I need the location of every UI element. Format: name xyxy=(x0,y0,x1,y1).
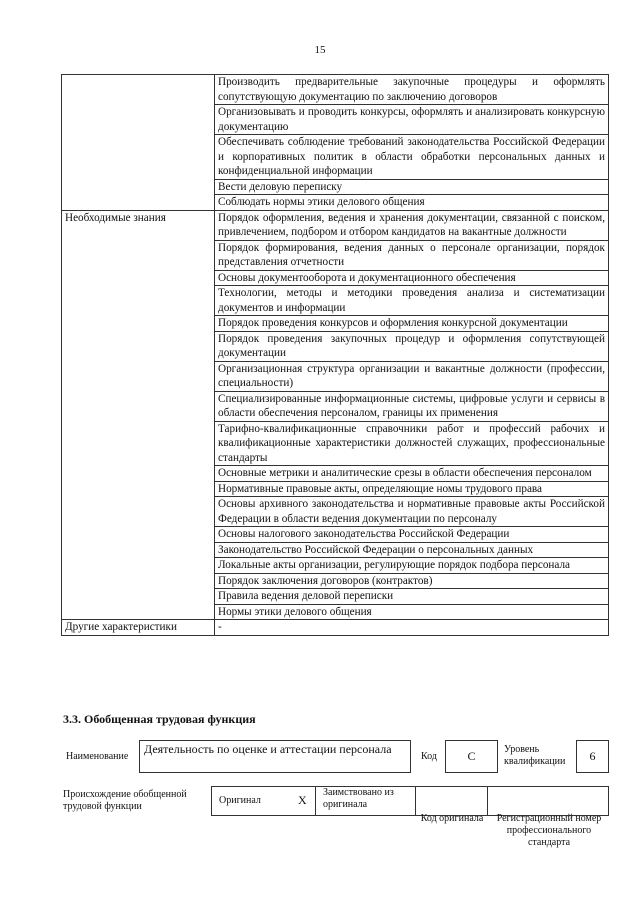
borrowed-label: Заимствовано из оригинала xyxy=(323,787,394,810)
borrowed-cell xyxy=(315,786,416,816)
reg-number-cell xyxy=(487,786,609,816)
level-value: 6 xyxy=(576,740,609,773)
original-mark: X xyxy=(298,793,307,807)
row-item: Законодательство Российской Федерации о персональных данных xyxy=(215,542,609,558)
row-item: Специализированные информационные системы, цифровые услуги и сервисы в области обеспечения персоналом, границы их применения xyxy=(215,391,609,421)
row-label: Другие характеристики xyxy=(62,620,215,636)
code-value: C xyxy=(445,740,498,773)
knowledge-table xyxy=(61,74,609,636)
naming-value-box xyxy=(139,740,411,773)
code-original-cell xyxy=(415,786,488,816)
row-item: Порядок проведения закупочных процедур и оформления сопутствующей документации xyxy=(215,331,609,361)
row-item: Вести деловую переписку xyxy=(215,179,609,195)
reg-number-caption: Регистрационный номер профессионального стандарта xyxy=(496,813,602,848)
section-title: 3.3. Обобщенная трудовая функция xyxy=(63,712,256,726)
row-item: Порядок заключения договоров (контрактов) xyxy=(215,573,609,589)
row-item: Организовывать и проводить конкурсы, оформлять и анализировать конкурсную документацию xyxy=(215,105,609,135)
row-item: Порядок проведения конкурсов и оформления конкурсной документации xyxy=(215,316,609,332)
original-label: Оригинал xyxy=(219,795,261,806)
row-item: Тарифно-квалификационные справочники работ и профессий рабочих и квалификационные характеристики должностей служащих, профессиональные стандарты xyxy=(215,421,609,466)
table-row xyxy=(62,210,609,240)
row-item: Локальные акты организации, регулирующие порядок подбора персонала xyxy=(215,558,609,574)
row-item: Нормативные правовые акты, определяющие номы трудового права xyxy=(215,481,609,497)
row-item: Основы налогового законодательства Российской Федерации xyxy=(215,527,609,543)
row-item: - xyxy=(215,620,609,636)
row-item: Порядок формирования, ведения данных о персонале организации, порядок представления отчетности xyxy=(215,240,609,270)
original-cell xyxy=(211,786,316,816)
row-item: Обеспечивать соблюдение требований законодательства Российской Федерации и корпоративных политик в области обработки персональных данных и конфиденциальной информации xyxy=(215,135,609,180)
row-item: Производить предварительные закупочные процедуры и оформлять сопутствующую документацию по заключению договоров xyxy=(215,75,609,105)
row-item: Основные метрики и аналитические срезы в области обеспечения персоналом xyxy=(215,466,609,482)
row-item: Нормы этики делового общения xyxy=(215,604,609,620)
level-label: Уровень квалификации xyxy=(504,744,566,767)
row-item: Организационная структура организации и вакантные должности (профессии, специальности) xyxy=(215,361,609,391)
code-label: Код xyxy=(421,751,437,762)
page-number: 15 xyxy=(314,44,326,56)
naming-label: Наименование xyxy=(66,751,129,762)
row-label: Необходимые знания xyxy=(62,210,215,620)
row-item: Основы документооборота и документационного обеспечения xyxy=(215,270,609,286)
table-row xyxy=(62,75,609,105)
table-row xyxy=(62,620,609,636)
row-item: Соблюдать нормы этики делового общения xyxy=(215,195,609,211)
row-item: Технологии, методы и методики проведения анализа и систематизации документов и информации xyxy=(215,286,609,316)
row-item: Порядок оформления, ведения и хранения документации, связанной с поиском, привлечением, подбором и отбором кандидатов на вакантные должности xyxy=(215,210,609,240)
code-original-caption: Код оригинала xyxy=(420,813,484,824)
row-item: Правила ведения деловой переписки xyxy=(215,589,609,605)
origin-label: Происхождение обобщенной трудовой функции xyxy=(63,789,187,812)
row-label xyxy=(62,75,215,211)
naming-value: Деятельность по оценке и аттестации персонала xyxy=(144,742,392,756)
row-item: Основы архивного законодательства и нормативные правовые акты Российской Федерации в области ведения документации по персоналу xyxy=(215,497,609,527)
